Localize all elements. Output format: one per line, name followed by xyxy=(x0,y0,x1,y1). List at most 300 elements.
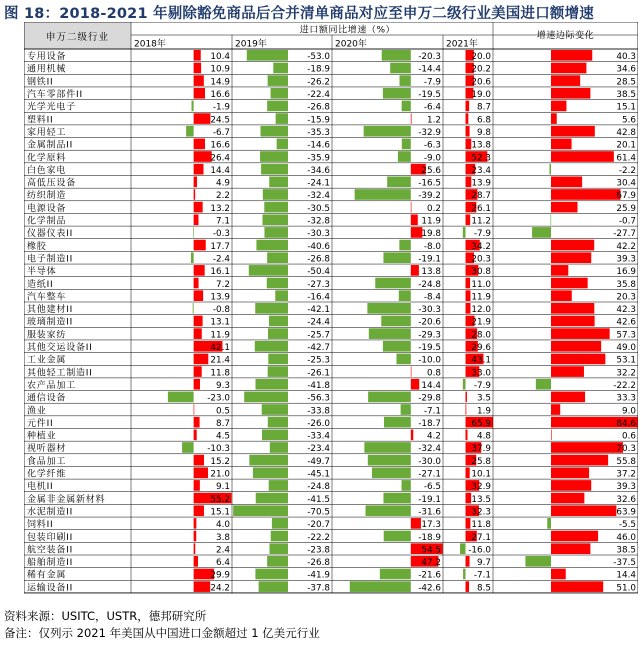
growth-table-svg xyxy=(24,22,638,606)
bar-negative xyxy=(249,455,288,466)
bar-positive xyxy=(411,113,412,124)
bar-positive xyxy=(551,493,584,504)
industry-name: 通用机械 xyxy=(27,64,67,75)
bar-negative xyxy=(256,493,288,504)
value-label: -18.9 xyxy=(307,64,330,75)
value-label: 39.3 xyxy=(616,482,636,493)
industry-name: 塑料II xyxy=(27,115,54,126)
value-label: 0.6 xyxy=(622,431,636,442)
bar-positive xyxy=(194,151,212,162)
bar-positive xyxy=(551,240,594,251)
bar-negative xyxy=(256,240,288,251)
value-label: -14.4 xyxy=(418,64,441,75)
bar-negative xyxy=(368,392,411,403)
value-label: 30.8 xyxy=(471,267,491,278)
bar-positive xyxy=(194,139,205,150)
industry-name: 仪器仪表II xyxy=(27,229,74,240)
header-year-2019: 2019年 xyxy=(235,39,267,50)
value-label: 20.0 xyxy=(471,52,491,63)
bar-positive xyxy=(551,202,578,213)
value-label: 57.3 xyxy=(616,330,636,341)
industry-name: 电机II xyxy=(27,482,54,493)
bar-positive xyxy=(466,467,470,478)
bar-negative xyxy=(191,252,194,263)
value-label: -26.8 xyxy=(307,254,330,265)
bar-positive xyxy=(551,139,572,150)
bar-negative xyxy=(366,505,411,516)
bar-positive xyxy=(466,139,472,150)
value-label: 21.9 xyxy=(471,317,491,328)
bar-negative xyxy=(401,404,411,415)
bar-negative xyxy=(269,177,288,188)
value-label: 13.2 xyxy=(210,203,230,214)
value-label: -31.6 xyxy=(418,507,441,518)
bar-positive xyxy=(194,366,202,377)
bar-positive xyxy=(551,392,585,403)
header-year-2018: 2018年 xyxy=(134,39,166,50)
value-label: -27.7 xyxy=(613,229,636,240)
bar-positive xyxy=(411,366,412,377)
value-label: 8.5 xyxy=(477,583,491,594)
industry-name: 专用设备 xyxy=(27,52,67,63)
value-label: -56.3 xyxy=(307,393,330,404)
value-label: -26.8 xyxy=(307,558,330,569)
bar-positive xyxy=(194,467,208,478)
bar-negative xyxy=(268,75,288,86)
bar-positive xyxy=(194,278,199,289)
bar-negative xyxy=(268,417,288,428)
industry-name: 纺织制造 xyxy=(27,191,67,202)
value-label: 21.0 xyxy=(210,469,230,480)
value-label: -50.4 xyxy=(307,267,330,278)
bar-positive xyxy=(466,556,470,567)
value-label: 42.2 xyxy=(616,241,636,252)
bar-positive xyxy=(194,417,200,428)
bar-positive xyxy=(551,265,568,276)
industry-name: 电源设备 xyxy=(27,203,67,214)
value-label: 4.5 xyxy=(216,431,230,442)
value-label: 47.2 xyxy=(421,558,441,569)
bar-negative xyxy=(249,265,288,276)
value-label: -16.0 xyxy=(468,545,491,556)
bar-negative xyxy=(532,227,551,238)
industry-name: 其他交运设备II xyxy=(27,343,93,353)
value-label: -24.8 xyxy=(307,482,330,493)
bar-negative xyxy=(264,202,288,213)
bar-negative xyxy=(261,164,288,175)
value-label: 5.6 xyxy=(622,115,636,126)
bar-negative xyxy=(261,126,288,137)
value-label: -6.7 xyxy=(212,127,230,138)
bar-positive xyxy=(551,543,590,554)
value-label: 16.6 xyxy=(210,140,230,151)
value-label: 16.6 xyxy=(210,90,230,100)
value-label: 32.3 xyxy=(471,507,491,518)
value-label: 11.8 xyxy=(210,368,230,379)
bar-negative xyxy=(264,227,288,238)
value-label: 28.0 xyxy=(471,330,491,341)
bar-positive xyxy=(551,430,552,441)
value-label: 10.1 xyxy=(471,469,491,480)
value-label: -7.9 xyxy=(473,380,491,391)
bar-negative xyxy=(383,493,410,504)
bar-negative xyxy=(262,404,288,415)
bar-negative xyxy=(276,113,288,124)
bar-positive xyxy=(466,290,471,301)
value-label: 52.3 xyxy=(471,153,491,164)
value-label: -1.9 xyxy=(212,102,230,113)
bar-negative xyxy=(399,240,410,251)
value-label: 9.0 xyxy=(622,406,636,417)
value-label: -7.1 xyxy=(423,406,441,417)
value-label: -19.5 xyxy=(418,343,441,353)
value-label: -10.0 xyxy=(418,355,441,366)
value-label: -30.3 xyxy=(307,229,330,240)
bar-positive xyxy=(194,50,201,61)
value-label: 6.4 xyxy=(216,558,230,569)
value-label: 55.2 xyxy=(210,494,230,505)
value-label: -37.5 xyxy=(613,558,636,569)
value-label: 55.8 xyxy=(616,456,636,467)
value-label: -26.2 xyxy=(307,77,330,88)
value-label: 29.6 xyxy=(471,343,491,353)
header-year-2020: 2020年 xyxy=(335,39,367,50)
bar-positive xyxy=(466,518,471,529)
bar-positive xyxy=(466,392,467,403)
value-label: 10.9 xyxy=(210,64,230,75)
bar-positive xyxy=(194,543,196,554)
value-label: -32.8 xyxy=(307,216,330,227)
value-label: 14.4 xyxy=(210,165,230,176)
value-label: 6.8 xyxy=(477,115,491,126)
bar-negative xyxy=(270,442,288,453)
bar-positive xyxy=(194,556,198,567)
industry-name: 饲料II xyxy=(27,520,54,531)
value-label: -5.5 xyxy=(618,520,636,531)
value-label: -24.8 xyxy=(418,279,441,290)
bar-positive xyxy=(551,442,623,453)
value-label: 30.4 xyxy=(616,178,636,189)
industry-name: 服装家纺 xyxy=(27,330,67,341)
bar-negative xyxy=(253,467,288,478)
value-label: -19.1 xyxy=(418,254,441,265)
bar-negative xyxy=(267,252,288,263)
value-label: 15.1 xyxy=(210,507,230,518)
bar-negative xyxy=(260,151,288,162)
industry-name: 视听器材 xyxy=(27,444,67,455)
bar-positive xyxy=(194,202,203,213)
bar-negative xyxy=(262,214,288,225)
value-label: -20.6 xyxy=(418,317,441,328)
bar-negative xyxy=(267,101,288,112)
value-label: 11.2 xyxy=(471,216,491,227)
bar-positive xyxy=(551,88,590,99)
value-label: -32.4 xyxy=(418,444,441,455)
value-label: -26.0 xyxy=(307,418,330,429)
industry-name: 食品加工 xyxy=(27,456,67,467)
bar-negative xyxy=(463,379,466,390)
value-label: 19.8 xyxy=(421,229,441,240)
value-label: -22.2 xyxy=(613,380,636,391)
bar-positive xyxy=(466,214,471,225)
value-label: 32.6 xyxy=(616,494,636,505)
value-label: -10.3 xyxy=(207,444,230,455)
value-label: -42.6 xyxy=(418,583,441,594)
value-label: 28.5 xyxy=(616,77,636,88)
value-label: 25.6 xyxy=(421,165,441,176)
value-label: 32.2 xyxy=(616,368,636,379)
industry-name: 玻璃制造II xyxy=(27,317,74,328)
industry-name: 渔业 xyxy=(27,406,47,417)
bar-positive xyxy=(194,63,201,74)
bar-positive xyxy=(551,126,595,137)
value-label: 2.4 xyxy=(216,545,230,556)
bar-negative xyxy=(549,164,551,175)
bar-negative xyxy=(269,480,288,491)
bar-negative xyxy=(273,63,288,74)
bar-positive xyxy=(411,202,412,213)
bar-positive xyxy=(466,101,470,112)
bar-positive xyxy=(551,278,588,289)
value-label: 3.8 xyxy=(216,532,230,543)
industry-name: 船舶制造II xyxy=(27,558,74,569)
bar-positive xyxy=(411,518,421,529)
value-label: 13.5 xyxy=(471,494,491,505)
value-label: 21.4 xyxy=(210,355,230,366)
industry-name: 光学光电子 xyxy=(27,102,77,113)
bar-positive xyxy=(551,101,566,112)
value-label: 19.0 xyxy=(471,90,491,100)
value-label: 40.3 xyxy=(616,52,636,63)
bar-negative xyxy=(525,556,551,567)
bar-negative xyxy=(267,278,288,289)
industry-name: 汽车整车 xyxy=(27,292,67,303)
bar-negative xyxy=(271,88,288,99)
value-label: 42.1 xyxy=(210,343,230,353)
value-label: -15.9 xyxy=(307,115,330,126)
industry-name: 元件II xyxy=(27,418,54,429)
bar-positive xyxy=(551,467,589,478)
bar-positive xyxy=(411,379,419,390)
bar-negative xyxy=(536,379,551,390)
value-label: 7.1 xyxy=(216,216,230,227)
value-label: 70.3 xyxy=(616,444,636,455)
bar-positive xyxy=(466,581,470,592)
value-label: -7.9 xyxy=(473,229,491,240)
value-label: -23.4 xyxy=(307,444,330,455)
bar-positive xyxy=(551,341,601,352)
value-label: 33.3 xyxy=(616,393,636,404)
value-label: 15.1 xyxy=(616,102,636,113)
bar-negative xyxy=(271,531,288,542)
value-label: 4.2 xyxy=(427,431,441,442)
bar-positive xyxy=(551,189,620,200)
industry-name: 化学制品 xyxy=(27,216,67,227)
bar-negative xyxy=(350,581,411,592)
value-label: 20.2 xyxy=(471,64,491,75)
value-label: -26.8 xyxy=(307,102,330,113)
bar-negative xyxy=(267,556,288,567)
bar-negative xyxy=(193,303,194,314)
industry-name: 工业金属 xyxy=(27,355,67,366)
bar-negative xyxy=(383,341,411,352)
value-label: -9.0 xyxy=(423,153,441,164)
bar-positive xyxy=(466,430,468,441)
bar-positive xyxy=(466,303,471,314)
industry-name: 农产品加工 xyxy=(27,380,77,391)
bar-negative xyxy=(399,290,411,301)
value-label: -26.1 xyxy=(307,368,330,379)
bar-negative xyxy=(364,442,410,453)
bar-negative xyxy=(369,328,411,339)
bar-negative xyxy=(247,50,288,61)
value-label: 42.6 xyxy=(616,317,636,328)
value-label: -37.8 xyxy=(307,583,330,594)
value-label: 61.4 xyxy=(616,153,636,164)
industry-name: 航空装备II xyxy=(27,545,74,556)
bar-negative xyxy=(399,75,410,86)
value-label: 14.9 xyxy=(210,77,230,88)
value-label: -30.3 xyxy=(418,305,441,316)
value-label: 42.3 xyxy=(616,305,636,316)
value-label: -24.4 xyxy=(307,317,330,328)
chart-title: 图 18：2018-2021 年剔除豁免商品后合并清单商品对应至申万二级行业美国进口额增速 xyxy=(4,6,595,22)
value-label: 43.1 xyxy=(471,355,491,366)
bar-negative xyxy=(255,379,288,390)
value-label: -33.8 xyxy=(307,406,330,417)
value-label: 9.8 xyxy=(477,127,491,138)
bar-positive xyxy=(194,531,197,542)
value-label: 35.8 xyxy=(616,279,636,290)
bar-negative xyxy=(269,316,288,327)
bar-negative xyxy=(182,442,194,453)
value-label: 34.2 xyxy=(471,241,491,252)
value-label: -2.2 xyxy=(618,165,636,176)
bar-positive xyxy=(551,290,572,301)
bar-negative xyxy=(368,455,411,466)
value-label: -30.5 xyxy=(307,203,330,214)
value-label: 1.9 xyxy=(477,406,491,417)
bar-positive xyxy=(194,316,203,327)
bar-negative xyxy=(268,366,288,377)
value-label: 17.3 xyxy=(421,520,441,531)
value-label: -0.7 xyxy=(618,216,636,227)
value-label: 67.9 xyxy=(616,191,636,202)
bar-positive xyxy=(411,265,419,276)
value-label: 28.7 xyxy=(471,191,491,202)
value-label: -30.0 xyxy=(418,456,441,467)
value-label: 32.9 xyxy=(471,482,491,493)
value-label: 13.9 xyxy=(210,292,230,303)
bar-positive xyxy=(551,328,610,339)
value-label: 20.3 xyxy=(616,292,636,303)
industry-name: 家用轻工 xyxy=(27,127,67,138)
value-label: 4.0 xyxy=(216,520,230,531)
bar-positive xyxy=(551,177,582,188)
industry-name: 白色家电 xyxy=(27,165,67,176)
bar-positive xyxy=(194,214,199,225)
value-label: -23.0 xyxy=(207,393,230,404)
value-label: 4.8 xyxy=(477,431,491,442)
bar-negative xyxy=(259,581,288,592)
value-label: -29.3 xyxy=(418,330,441,341)
bar-positive xyxy=(551,569,566,580)
bar-positive xyxy=(551,316,595,327)
value-label: 20.6 xyxy=(471,77,491,88)
footnote: 备注：仅列示 2021 年美国从中国进口金额超过 1 亿美元行业 xyxy=(4,626,320,640)
bar-negative xyxy=(384,417,411,428)
value-label: 12.0 xyxy=(471,305,491,316)
value-label: 23.4 xyxy=(471,165,491,176)
value-label: -18.9 xyxy=(418,532,441,543)
value-label: -42.1 xyxy=(307,305,330,316)
value-label: 25.8 xyxy=(471,456,491,467)
value-label: -22.4 xyxy=(307,90,330,100)
industry-name: 造纸II xyxy=(27,279,54,290)
value-label: -41.9 xyxy=(307,570,330,581)
value-label: -6.4 xyxy=(423,102,441,113)
value-label: -7.9 xyxy=(423,77,441,88)
bar-positive xyxy=(194,88,205,99)
bar-positive xyxy=(194,505,204,516)
value-label: 16.9 xyxy=(616,267,636,278)
bar-positive xyxy=(194,404,195,415)
value-label: 24.2 xyxy=(210,583,230,594)
industry-name: 化学原料 xyxy=(27,153,67,164)
value-label: 14.4 xyxy=(616,570,636,581)
value-label: 84.6 xyxy=(616,418,636,429)
bar-positive xyxy=(551,113,557,124)
value-label: -27.1 xyxy=(418,469,441,480)
value-label: -8.0 xyxy=(423,241,441,252)
value-label: 38.5 xyxy=(616,545,636,556)
bar-negative xyxy=(268,354,288,365)
bar-negative xyxy=(255,303,288,314)
value-label: -33.4 xyxy=(307,431,330,442)
header-marginal-label: 增速边际变化 xyxy=(536,31,595,41)
value-label: 9.1 xyxy=(216,482,230,493)
industry-name: 通信设备 xyxy=(27,393,67,404)
bar-positive xyxy=(551,505,616,516)
value-label: 1.2 xyxy=(427,115,441,126)
value-label: 2.2 xyxy=(216,191,230,202)
industry-name: 高低压设备 xyxy=(27,178,77,189)
industry-name: 运输设备II xyxy=(27,583,74,594)
bar-positive xyxy=(551,531,598,542)
bar-negative xyxy=(244,392,288,403)
value-label: 13.8 xyxy=(471,140,491,151)
bar-negative xyxy=(380,569,411,580)
bar-negative xyxy=(390,63,411,74)
value-label: 0.8 xyxy=(427,368,441,379)
value-label: 11.9 xyxy=(210,330,230,341)
bar-positive xyxy=(551,404,560,415)
value-label: -41.5 xyxy=(307,494,330,505)
value-label: 16.1 xyxy=(210,267,230,278)
bar-negative xyxy=(382,50,411,61)
bar-negative xyxy=(268,328,288,339)
value-label: -18.7 xyxy=(418,418,441,429)
industry-name: 其他建材II xyxy=(27,305,74,316)
value-label: 13.8 xyxy=(421,267,441,278)
bar-positive xyxy=(194,290,204,301)
value-label: 33.0 xyxy=(471,368,491,379)
source-note: 资料来源：USITC，USTR，德邦研究所 xyxy=(4,609,207,623)
bar-negative xyxy=(402,139,411,150)
bar-negative xyxy=(372,467,411,478)
value-label: 14.4 xyxy=(421,380,441,391)
value-label: 11.9 xyxy=(421,216,441,227)
